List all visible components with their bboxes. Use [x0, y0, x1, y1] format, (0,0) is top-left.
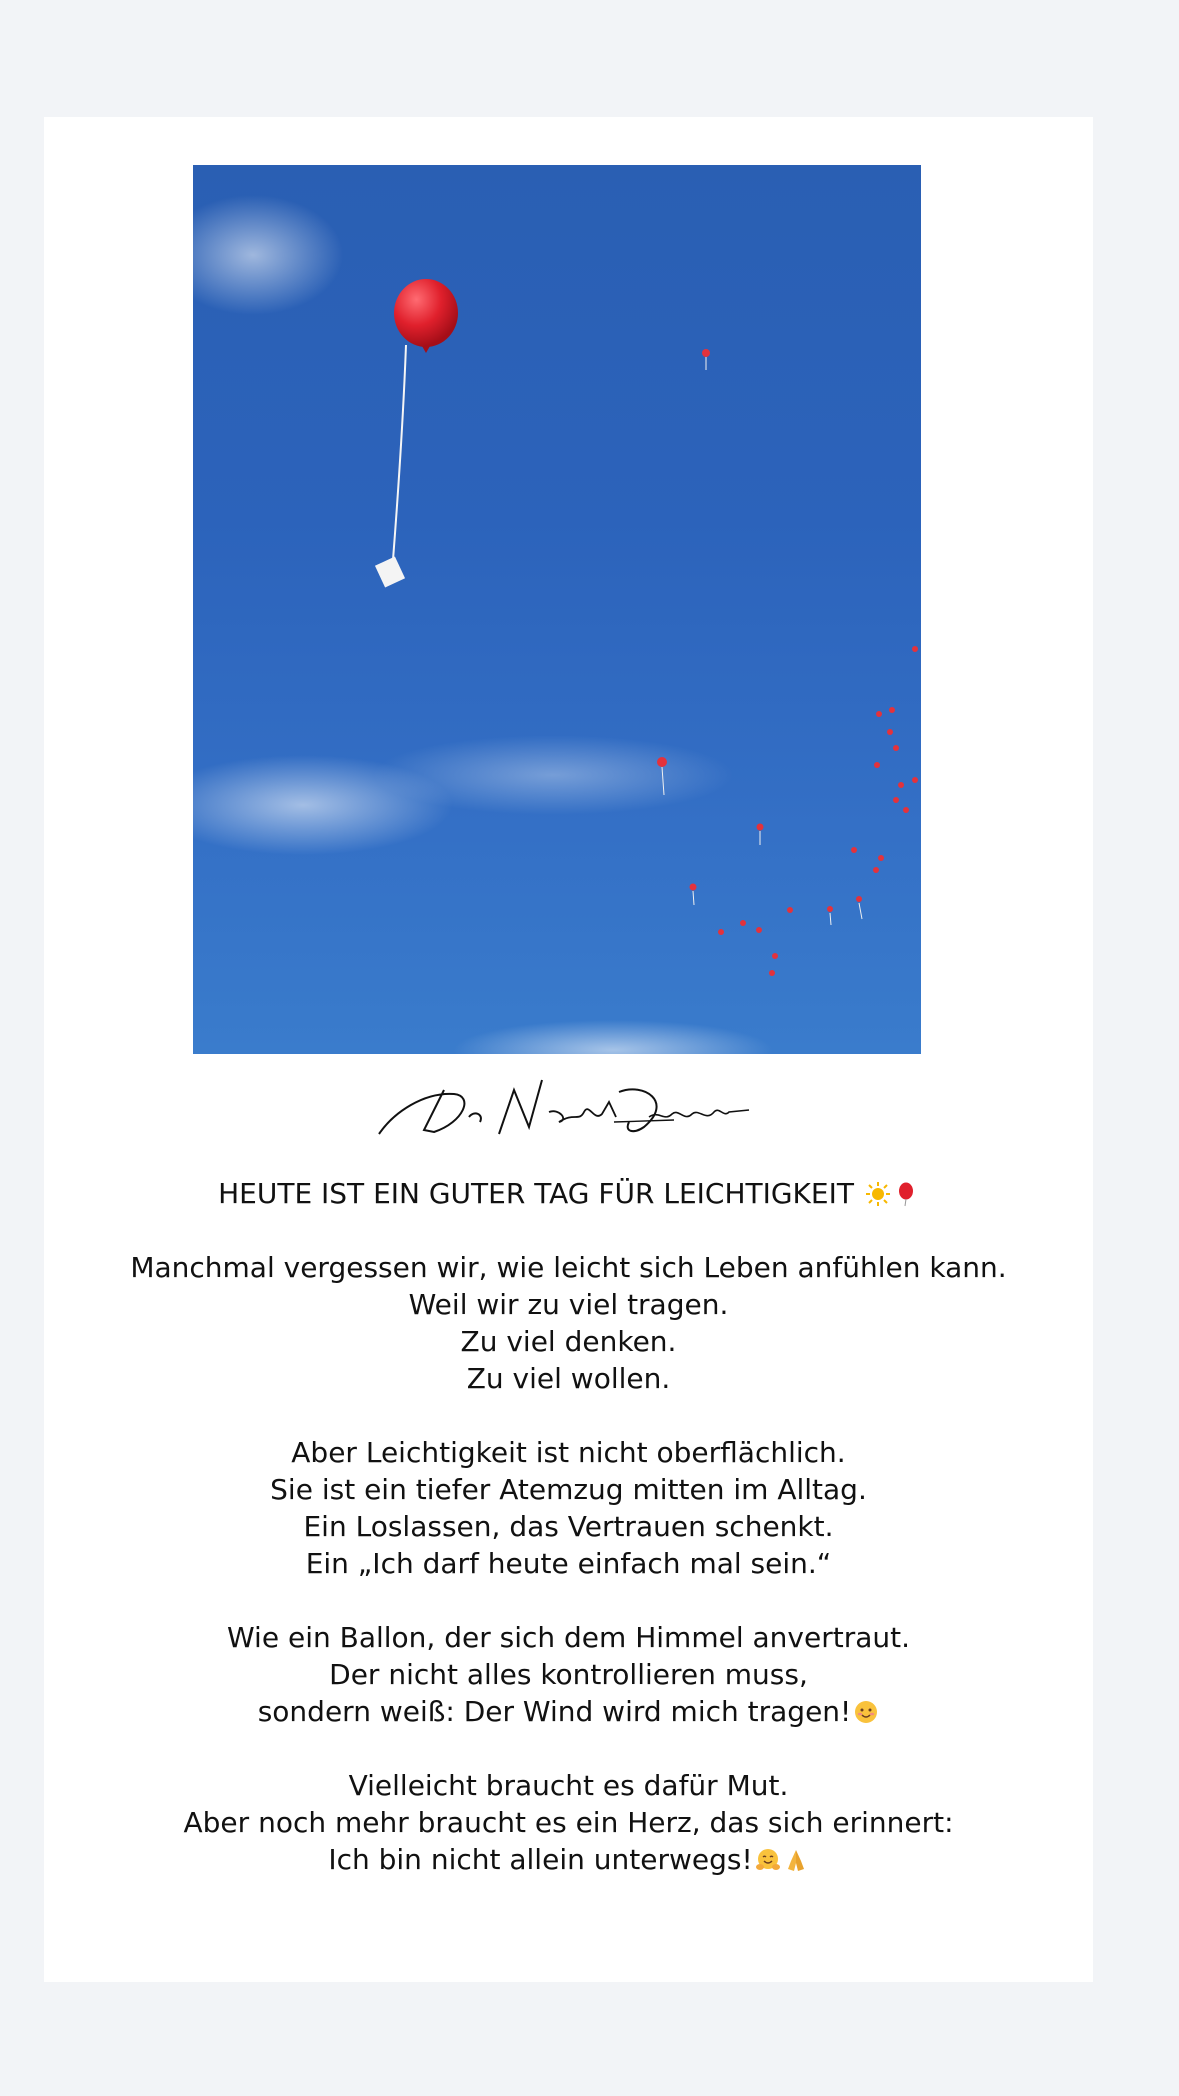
signature-logo — [374, 1072, 754, 1152]
stanza1-line2: Weil wir zu viel tragen. — [408, 1288, 729, 1321]
hugging-face-icon — [755, 1847, 781, 1873]
smiling-face-icon — [853, 1699, 879, 1725]
stanza1-line1: Manchmal vergessen wir, wie leicht sich Leben anfühlen kann. — [130, 1251, 1007, 1284]
cloud-bottom — [453, 1020, 773, 1054]
stanza2-line1: Aber Leichtigkeit ist nicht oberflächlich. — [291, 1436, 846, 1469]
stanza2-line4: Ein „Ich darf heute einfach mal sein.“ — [305, 1547, 832, 1580]
stanza3-line1: Wie ein Ballon, der sich dem Himmel anvertraut. — [226, 1621, 910, 1654]
stanza1-line4: Zu viel wollen. — [466, 1362, 671, 1395]
small-balloons — [657, 349, 918, 976]
cloud-mid — [373, 735, 733, 815]
stanza2-line2: Sie ist ein tiefer Atemzug mitten im Alltag. — [270, 1473, 867, 1506]
stanza3-line3: sondern weiß: Der Wind wird mich tragen! — [44, 1693, 1093, 1730]
sky-illustration — [193, 165, 921, 1054]
balloon-card — [375, 556, 405, 587]
post-headline: HEUTE IST EIN GUTER TAG FÜR LEICHTIGKEIT — [44, 1175, 1093, 1212]
folded-hands-icon — [783, 1847, 809, 1873]
handwritten-signature — [374, 1072, 754, 1152]
stanza1-line3: Zu viel denken. — [460, 1325, 677, 1358]
stanza4-line3: Ich bin nicht allein unterwegs! — [44, 1841, 1093, 1878]
stanza2-line3: Ein Loslassen, das Vertrauen schenkt. — [303, 1510, 834, 1543]
stanza4-line2: Aber noch mehr braucht es ein Herz, das sich erinnert: — [183, 1806, 954, 1839]
sun-icon — [865, 1181, 891, 1207]
main-balloon — [394, 279, 458, 347]
balloon-icon — [893, 1181, 919, 1207]
post-card — [44, 117, 1093, 1982]
cloud-top-left — [193, 195, 343, 315]
stanza4-line1: Vielleicht braucht es dafür Mut. — [348, 1769, 789, 1802]
post-text — [44, 1175, 1093, 1878]
balloon-sky-photo — [193, 165, 921, 1054]
balloon-string — [393, 345, 406, 560]
stanza3-line2: Der nicht alles kontrollieren muss, — [329, 1658, 808, 1691]
